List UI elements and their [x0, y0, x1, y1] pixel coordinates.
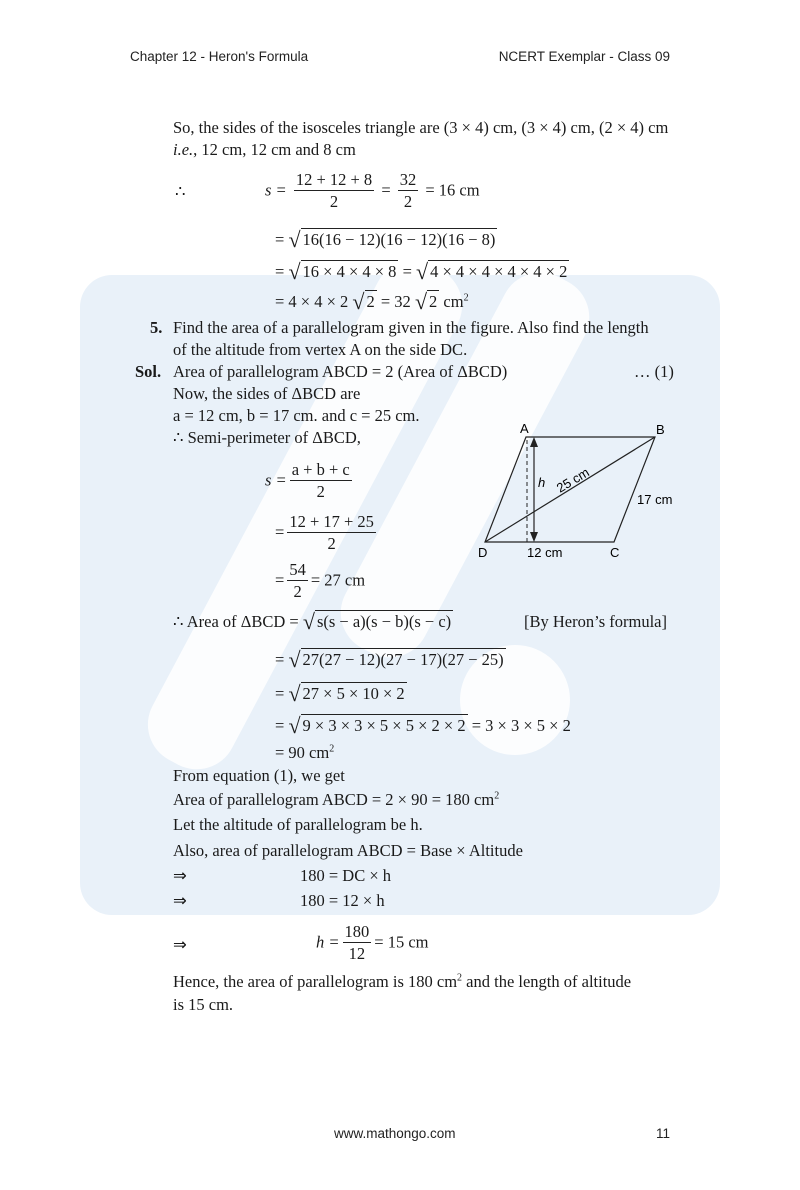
numerator: 12 + 17 + 25	[289, 512, 374, 531]
s: s =	[265, 180, 287, 200]
chapter-header: Chapter 12 - Heron's Formula	[130, 49, 309, 64]
equation-line	[265, 460, 355, 503]
eq: =	[275, 262, 285, 281]
eq: =	[275, 570, 285, 590]
implies-symbol: ⇒	[173, 891, 187, 910]
t: = 32	[380, 292, 411, 311]
sqrt: √ 2	[414, 289, 438, 314]
fraction	[290, 460, 352, 503]
equation-line	[173, 609, 453, 634]
conclusion	[173, 972, 631, 992]
radicand: 2	[429, 292, 438, 311]
sqrt: √ 16(16 − 12)(16 − 12)(16 − 8)	[288, 227, 496, 252]
radicand: 27 × 5 × 10 × 2	[302, 684, 405, 703]
equation-line	[316, 922, 428, 965]
page-number: 11	[655, 1126, 670, 1141]
text-line: So, the sides of the isosceles triangle are (3 × 4) cm, (3 × 4) cm, (2 × 4) cm	[173, 118, 669, 137]
text-line: Now, the sides of ΔBCD are	[173, 384, 361, 403]
text-line	[173, 790, 499, 810]
implies-symbol: ⇒	[173, 935, 187, 954]
label-bc: 17 cm	[637, 492, 673, 507]
result: = 27 cm	[310, 570, 366, 590]
ie: i.e.	[173, 140, 194, 159]
radicand: 16 × 4 × 4 × 8	[302, 262, 397, 281]
t: Area of parallelogram ABCD = 2 × 90 = 180 cm	[173, 790, 495, 809]
superscript: 2	[329, 743, 335, 755]
eq: =	[402, 262, 412, 281]
equation-ref: … (1)	[634, 362, 674, 381]
label-diagonal: 25 cm	[553, 464, 592, 496]
implies-symbol: ⇒	[173, 866, 187, 885]
sqrt: √ 27 × 5 × 10 × 2	[288, 681, 405, 706]
fraction	[343, 922, 372, 965]
result: = 16 cm	[425, 180, 480, 200]
t: = 90 cm	[275, 743, 330, 762]
label-a: A	[520, 421, 529, 436]
arrow-head-down	[530, 532, 538, 542]
annotation: [By Heron’s formula]	[524, 612, 667, 631]
eq: =	[275, 650, 285, 669]
conclusion: is 15 cm.	[173, 995, 234, 1014]
t: = 3 × 3 × 5 × 2	[471, 716, 571, 735]
eq: =	[275, 230, 285, 249]
text-line: a = 12 cm, b = 17 cm. and c = 25 cm.	[173, 406, 420, 425]
radicand: s(s − a)(s − b)(s − c)	[316, 612, 452, 631]
fraction	[294, 170, 374, 213]
sqrt: √ s(s − a)(s − b)(s − c)	[302, 609, 452, 634]
numerator: 180	[344, 922, 370, 941]
equation-line	[275, 227, 497, 252]
fraction	[398, 170, 419, 213]
therefore-symbol: ∴	[175, 182, 186, 201]
equation-line	[275, 743, 334, 763]
equation-line	[275, 713, 571, 738]
equation-line	[275, 259, 569, 284]
radicand: 9 × 3 × 3 × 5 × 5 × 2 × 2	[302, 716, 466, 735]
superscript: 2	[463, 292, 469, 304]
label-c: C	[610, 545, 620, 560]
label-d: D	[478, 545, 488, 560]
sqrt: √ 2	[352, 289, 375, 314]
book-header: NCERT Exemplar - Class 09	[498, 49, 670, 64]
text-line: Area of parallelogram ABCD = 2 (Area of ΔBCD)	[173, 362, 508, 381]
radicand: 16(16 − 12)(16 − 12)(16 − 8)	[302, 230, 496, 249]
sqrt: √ 16 × 4 × 4 × 8	[288, 259, 397, 284]
sqrt: √ 9 × 3 × 3 × 5 × 5 × 2 × 2	[288, 713, 466, 738]
question-number: 5.	[150, 318, 163, 337]
t: ∴ Area of ΔBCD =	[173, 612, 299, 631]
denominator: 2	[403, 192, 413, 211]
equation-line	[275, 681, 407, 706]
radicand: 2	[366, 292, 375, 311]
denominator: 2	[327, 534, 336, 553]
footer-site: www.mathongo.com	[334, 1126, 456, 1141]
equation-s	[265, 170, 480, 213]
numerator: 54	[289, 560, 306, 579]
superscript: 2	[457, 972, 463, 984]
eq: =	[275, 522, 285, 542]
t: Hence, the area of parallelogram is 180 cm	[173, 972, 458, 991]
fraction	[287, 560, 308, 603]
text-line: From equation (1), we get	[173, 766, 345, 785]
label-b: B	[656, 422, 665, 437]
unit: cm	[443, 292, 464, 311]
s: s =	[265, 470, 287, 490]
eq: =	[275, 684, 285, 703]
sqrt: √ 4 × 4 × 4 × 4 × 4 × 2	[416, 259, 568, 284]
equation-line	[275, 560, 365, 603]
label-dc: 12 cm	[527, 545, 563, 560]
numerator: 12 + 12 + 8	[295, 170, 373, 189]
denominator: 2	[316, 482, 325, 501]
text: , 12 cm, 12 cm and 8 cm	[193, 140, 356, 159]
equation-line	[275, 512, 379, 555]
equation-line	[275, 647, 506, 672]
equation-line: 180 = DC × h	[300, 866, 392, 885]
equation-line	[275, 289, 469, 314]
t: = 4 × 4 × 2	[275, 292, 349, 311]
h: h =	[316, 932, 340, 952]
text-line: Let the altitude of parallelogram be h.	[173, 815, 423, 834]
solution-label: Sol.	[135, 362, 162, 381]
question-text: Find the area of a parallelogram given in the figure. Also find the length	[173, 318, 649, 337]
text-line: Also, area of parallelogram ABCD = Base × Altitude	[173, 841, 523, 860]
superscript: 2	[494, 790, 500, 802]
t: and the length of altitude	[462, 972, 632, 991]
text-line: ∴ Semi-perimeter of ΔBCD,	[173, 428, 361, 447]
label-h: h	[538, 475, 546, 490]
numerator: 32	[399, 170, 417, 189]
equation-line: 180 = 12 × h	[300, 891, 385, 910]
question-text: of the altitude from vertex A on the side DC.	[173, 340, 468, 359]
eq: =	[275, 716, 285, 735]
text-line	[173, 140, 356, 160]
arrow-head-up	[530, 437, 538, 447]
denominator: 12	[348, 944, 366, 963]
sqrt: √ 27(27 − 12)(27 − 17)(27 − 25)	[288, 647, 504, 672]
eq: =	[381, 180, 391, 200]
numerator: a + b + c	[291, 460, 350, 479]
radicand: 4 × 4 × 4 × 4 × 4 × 2	[430, 262, 568, 281]
denominator: 2	[293, 582, 302, 601]
fraction	[287, 512, 376, 555]
radicand: 27(27 − 12)(27 − 17)(27 − 25)	[302, 650, 504, 669]
denominator: 2	[329, 192, 339, 211]
parallelogram-figure	[470, 415, 690, 565]
result: = 15 cm	[374, 932, 429, 952]
